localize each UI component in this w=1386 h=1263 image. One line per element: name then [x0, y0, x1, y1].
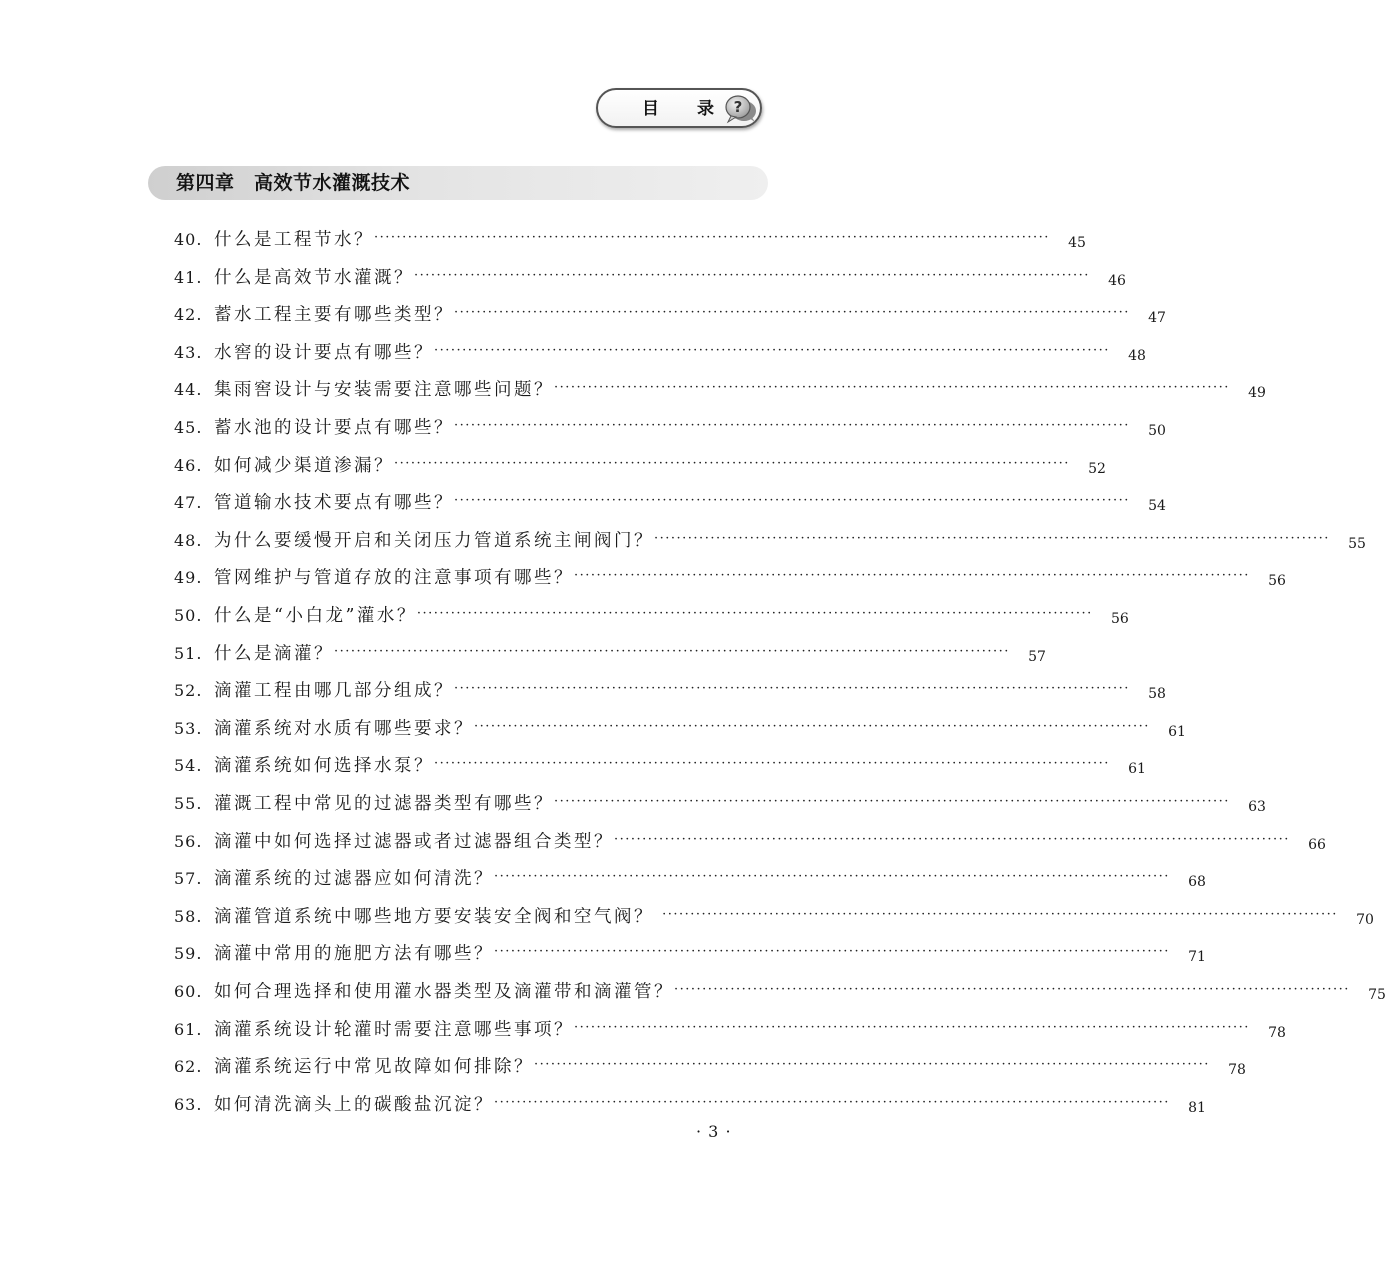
entry-title: 蓄水池的设计要点有哪些？ [214, 418, 454, 438]
entry-number: 56. [174, 831, 203, 851]
toc-entry[interactable] [174, 936, 1206, 966]
entry-title: 管网维护与管道存放的注意事项有哪些？ [214, 568, 574, 589]
entry-page-number: 46 [1108, 272, 1126, 289]
dot-leader: ························································································································ [662, 906, 1338, 922]
entry-number: 40. [174, 230, 203, 249]
dot-leader: ························································································································ [574, 568, 1250, 584]
entry-page-number: 81 [1188, 1099, 1206, 1116]
dot-leader: ························································································································ [416, 606, 1093, 621]
dot-leader: ························································································································ [574, 1019, 1250, 1035]
entry-number: 59. [174, 944, 203, 964]
entry-number: 44. [174, 380, 203, 400]
entry-title: 如何清洗滴头上的碳酸盐沉淀？ [214, 1094, 494, 1115]
chapter-band [148, 166, 768, 200]
dot-leader: ························································································································ [534, 1057, 1210, 1073]
dot-leader: ························································································································ [374, 230, 1050, 245]
entry-number: 53. [174, 718, 203, 738]
dot-leader: ························································································································ [494, 944, 1170, 960]
toc-entry[interactable] [174, 260, 1126, 290]
toc-entry[interactable] [174, 372, 1266, 402]
entry-page-number: 48 [1128, 347, 1146, 364]
entry-number: 46. [174, 455, 203, 475]
toc-entry[interactable] [174, 1012, 1286, 1042]
entry-page-number: 56 [1268, 573, 1286, 590]
dot-leader: ························································································································ [334, 643, 1010, 659]
entry-number: 50. [174, 606, 203, 625]
toc-title-part2: 录 [697, 99, 714, 119]
entry-page-number: 55 [1348, 535, 1366, 552]
toc-entry[interactable] [174, 222, 1086, 252]
chapter-title: 第四章 高效节水灌溉技术 [176, 172, 411, 194]
entry-title: 滴灌系统如何选择水泵？ [214, 756, 434, 777]
entry-number: 43. [174, 342, 203, 362]
entry-page-number: 68 [1188, 874, 1206, 891]
entry-title: 什么是“小白龙”灌水？ [214, 606, 417, 626]
entry-page-number: 56 [1110, 611, 1129, 627]
entry-title: 什么是工程节水？ [214, 230, 374, 250]
entry-title: 蓄水工程主要有哪些类型？ [214, 305, 454, 326]
toc-entry[interactable] [174, 786, 1266, 816]
entry-title: 什么是高效节水灌溉？ [214, 267, 414, 288]
toc-entry[interactable] [174, 335, 1146, 365]
question-bubble-icon [725, 94, 757, 124]
entry-number: 63. [174, 1094, 203, 1114]
toc-entry[interactable] [174, 297, 1166, 327]
entry-title: 滴灌系统设计轮灌时需要注意哪些事项？ [214, 1019, 574, 1040]
entry-title: 管道输水技术要点有哪些？ [214, 493, 454, 514]
entry-number: 42. [174, 305, 203, 325]
entry-page-number: 47 [1148, 310, 1166, 327]
entry-page-number: 71 [1188, 949, 1206, 966]
entry-number: 51. [174, 643, 203, 663]
entry-title: 滴灌系统对水质有哪些要求？ [214, 718, 474, 739]
dot-leader: ························································································································ [414, 267, 1090, 283]
entry-title: 如何合理选择和使用灌水器类型及滴灌带和滴灌管？ [214, 982, 674, 1002]
dot-leader: ························································································································ [454, 493, 1130, 509]
dot-leader: ························································································································ [434, 342, 1110, 358]
entry-title: 滴灌中如何选择过滤器或者过滤器组合类型？ [214, 831, 614, 852]
entry-number: 54. [174, 756, 203, 776]
toc-entry[interactable] [174, 824, 1326, 854]
entry-page-number: 63 [1248, 799, 1266, 815]
dot-leader: ························································································································ [494, 869, 1170, 885]
entry-title: 滴灌系统运行中常见故障如何排除？ [214, 1057, 534, 1078]
entry-page-number: 66 [1308, 836, 1326, 853]
entry-page-number: 50 [1148, 423, 1166, 439]
entry-page-number: 78 [1268, 1024, 1286, 1041]
dot-leader: ························································································································ [554, 380, 1230, 396]
entry-page-number: 58 [1148, 686, 1166, 703]
entry-title: 灌溉工程中常见的过滤器类型有哪些？ [214, 794, 554, 814]
entry-number: 57. [174, 869, 203, 889]
dot-leader: ························································································································ [494, 1094, 1170, 1110]
entry-number: 47. [174, 493, 203, 513]
entry-page-number: 54 [1148, 498, 1166, 515]
entry-title: 什么是滴灌？ [214, 643, 334, 664]
entry-number: 52. [174, 681, 203, 701]
toc-entry[interactable] [174, 598, 1129, 628]
entry-title: 滴灌管道系统中哪些地方要安装安全阀和空气阀？ [214, 906, 663, 927]
dot-leader: ························································································································ [434, 756, 1110, 772]
entry-number: 60. [174, 982, 203, 1001]
entry-title: 滴灌中常用的施肥方法有哪些？ [214, 944, 494, 965]
entry-title: 如何减少渠道渗漏？ [214, 455, 394, 476]
entry-number: 55. [174, 794, 203, 813]
entry-number: 41. [174, 267, 203, 287]
entry-title: 滴灌工程由哪几部分组成？ [214, 681, 454, 702]
entry-page-number: 45 [1068, 235, 1086, 251]
toc-entry[interactable] [174, 861, 1206, 891]
toc-entry[interactable] [174, 974, 1386, 1004]
toc-entry[interactable] [174, 1087, 1206, 1117]
entry-number: 49. [174, 568, 203, 588]
toc-entry[interactable] [174, 899, 1374, 929]
toc-entry[interactable] [174, 1049, 1246, 1079]
entry-page-number: 57 [1028, 648, 1046, 665]
toc-title-part1: 目 [642, 99, 659, 119]
entry-number: 48. [174, 530, 203, 550]
dot-leader: ························································································································ [454, 418, 1130, 433]
entry-page-number: 78 [1228, 1062, 1246, 1079]
svg-text:?: ? [733, 98, 743, 116]
toc-entry[interactable] [174, 560, 1286, 590]
toc-entry[interactable] [174, 636, 1046, 666]
toc-entry[interactable] [174, 673, 1166, 703]
toc-entry[interactable] [174, 711, 1186, 741]
dot-leader: ························································································································ [654, 530, 1330, 546]
toc-entry[interactable] [174, 448, 1106, 478]
page-number: · 3 · [696, 1122, 732, 1141]
dot-leader: ························································································································ [674, 982, 1350, 997]
entry-page-number: 61 [1168, 723, 1186, 740]
toc-entry[interactable] [174, 485, 1166, 515]
toc-header [596, 88, 762, 128]
dot-leader: ························································································································ [554, 794, 1230, 809]
entry-title: 水窖的设计要点有哪些？ [214, 342, 434, 363]
entry-title: 为什么要缓慢开启和关闭压力管道系统主闸阀门？ [214, 530, 654, 551]
entry-page-number: 70 [1356, 911, 1374, 928]
toc-entry[interactable] [174, 410, 1166, 440]
dot-leader: ························································································································ [474, 718, 1150, 734]
toc-entry[interactable] [174, 748, 1146, 778]
entry-page-number: 49 [1248, 385, 1266, 402]
toc-entry[interactable] [174, 523, 1366, 553]
entry-page-number: 75 [1368, 987, 1386, 1003]
entry-number: 45. [174, 418, 203, 437]
dot-leader: ························································································································ [454, 681, 1130, 697]
entry-number: 62. [174, 1057, 203, 1077]
entry-page-number: 61 [1128, 761, 1146, 778]
entry-title: 集雨窖设计与安装需要注意哪些问题？ [214, 380, 554, 401]
dot-leader: ························································································································ [614, 831, 1290, 847]
entry-number: 58. [174, 906, 203, 926]
entry-title: 滴灌系统的过滤器应如何清洗？ [214, 869, 494, 890]
entry-number: 61. [174, 1019, 203, 1039]
dot-leader: ························································································································ [394, 455, 1070, 471]
dot-leader: ························································································································ [454, 305, 1130, 321]
entry-page-number: 52 [1088, 460, 1106, 477]
